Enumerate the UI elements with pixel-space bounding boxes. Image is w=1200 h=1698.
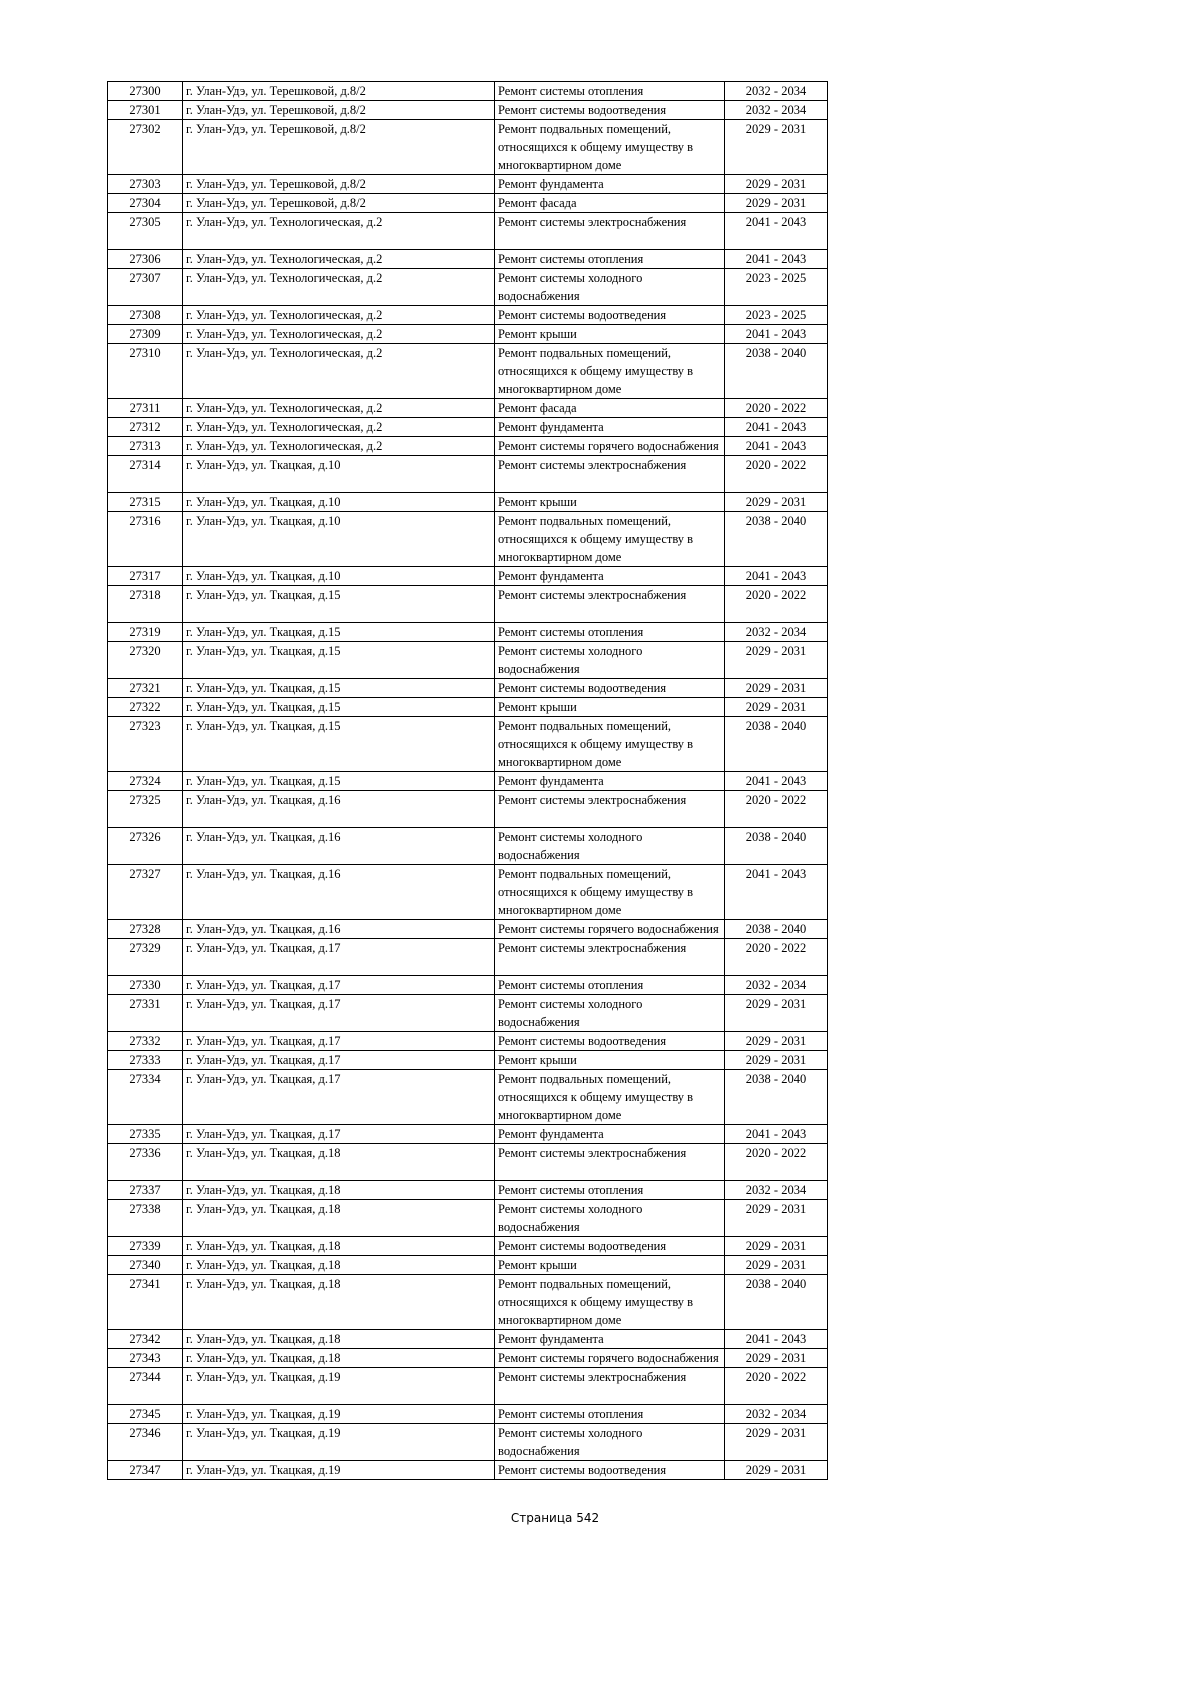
table-row [108, 1237, 828, 1256]
table-row [108, 698, 828, 717]
period-cell: 2038 - 2040 [725, 1275, 828, 1330]
work-type-cell: Ремонт системы водоотведения [495, 1461, 725, 1480]
row-number-cell: 27339 [108, 1237, 183, 1256]
work-type-cell: Ремонт системы электроснабжения [495, 791, 725, 828]
work-type-cell: Ремонт фасада [495, 194, 725, 213]
period-cell: 2029 - 2031 [725, 1424, 828, 1461]
period-cell: 2029 - 2031 [725, 1200, 828, 1237]
work-type-cell: Ремонт подвальных помещений, относящихся к общему имуществу в многоквартирном доме [495, 512, 725, 567]
period-cell: 2041 - 2043 [725, 865, 828, 920]
row-number-cell: 27312 [108, 418, 183, 437]
period-cell: 2029 - 2031 [725, 698, 828, 717]
period-cell: 2020 - 2022 [725, 456, 828, 493]
table-row [108, 1405, 828, 1424]
work-type-cell: Ремонт системы водоотведения [495, 101, 725, 120]
address-cell: г. Улан-Удэ, ул. Ткацкая, д.10 [183, 567, 495, 586]
work-type-cell: Ремонт подвальных помещений, относящихся к общему имуществу в многоквартирном доме [495, 865, 725, 920]
work-type-cell: Ремонт системы горячего водоснабжения [495, 1349, 725, 1368]
address-cell: г. Улан-Удэ, ул. Ткацкая, д.10 [183, 456, 495, 493]
work-type-cell: Ремонт системы водоотведения [495, 306, 725, 325]
address-cell: г. Улан-Удэ, ул. Ткацкая, д.17 [183, 939, 495, 976]
table-row [108, 82, 828, 101]
period-cell: 2029 - 2031 [725, 1256, 828, 1275]
table-row [108, 1032, 828, 1051]
period-cell: 2041 - 2043 [725, 1125, 828, 1144]
table-row [108, 213, 828, 250]
period-cell: 2020 - 2022 [725, 939, 828, 976]
table-row [108, 717, 828, 772]
address-cell: г. Улан-Удэ, ул. Ткацкая, д.19 [183, 1461, 495, 1480]
address-cell: г. Улан-Удэ, ул. Ткацкая, д.18 [183, 1237, 495, 1256]
address-cell: г. Улан-Удэ, ул. Терешковой, д.8/2 [183, 120, 495, 175]
work-type-cell: Ремонт подвальных помещений, относящихся к общему имуществу в многоквартирном доме [495, 717, 725, 772]
address-cell: г. Улан-Удэ, ул. Ткацкая, д.18 [183, 1330, 495, 1349]
work-type-cell: Ремонт системы электроснабжения [495, 586, 725, 623]
period-cell: 2041 - 2043 [725, 418, 828, 437]
period-cell: 2038 - 2040 [725, 920, 828, 939]
work-type-cell: Ремонт системы холодного водоснабжения [495, 828, 725, 865]
row-number-cell: 27313 [108, 437, 183, 456]
row-number-cell: 27318 [108, 586, 183, 623]
work-type-cell: Ремонт фундамента [495, 567, 725, 586]
address-cell: г. Улан-Удэ, ул. Ткацкая, д.18 [183, 1349, 495, 1368]
work-type-cell: Ремонт системы электроснабжения [495, 1368, 725, 1405]
work-type-cell: Ремонт системы отопления [495, 1405, 725, 1424]
address-cell: г. Улан-Удэ, ул. Ткацкая, д.17 [183, 1070, 495, 1125]
address-cell: г. Улан-Удэ, ул. Ткацкая, д.19 [183, 1368, 495, 1405]
row-number-cell: 27327 [108, 865, 183, 920]
address-cell: г. Улан-Удэ, ул. Ткацкая, д.15 [183, 586, 495, 623]
work-type-cell: Ремонт системы холодного водоснабжения [495, 269, 725, 306]
address-cell: г. Улан-Удэ, ул. Ткацкая, д.10 [183, 493, 495, 512]
period-cell: 2029 - 2031 [725, 175, 828, 194]
address-cell: г. Улан-Удэ, ул. Терешковой, д.8/2 [183, 175, 495, 194]
row-number-cell: 27341 [108, 1275, 183, 1330]
row-number-cell: 27324 [108, 772, 183, 791]
work-type-cell: Ремонт системы электроснабжения [495, 1144, 725, 1181]
table-row [108, 493, 828, 512]
period-cell: 2029 - 2031 [725, 995, 828, 1032]
address-cell: г. Улан-Удэ, ул. Ткацкая, д.17 [183, 1051, 495, 1070]
work-type-cell: Ремонт системы отопления [495, 623, 725, 642]
table-row [108, 1461, 828, 1480]
address-cell: г. Улан-Удэ, ул. Терешковой, д.8/2 [183, 194, 495, 213]
address-cell: г. Улан-Удэ, ул. Терешковой, д.8/2 [183, 101, 495, 120]
work-type-cell: Ремонт крыши [495, 493, 725, 512]
table-row [108, 269, 828, 306]
work-type-cell: Ремонт подвальных помещений, относящихся к общему имуществу в многоквартирном доме [495, 1275, 725, 1330]
work-type-cell: Ремонт фундамента [495, 175, 725, 194]
address-cell: г. Улан-Удэ, ул. Ткацкая, д.15 [183, 717, 495, 772]
row-number-cell: 27347 [108, 1461, 183, 1480]
period-cell: 2020 - 2022 [725, 586, 828, 623]
row-number-cell: 27317 [108, 567, 183, 586]
address-cell: г. Улан-Удэ, ул. Ткацкая, д.15 [183, 642, 495, 679]
period-cell: 2023 - 2025 [725, 269, 828, 306]
period-cell: 2041 - 2043 [725, 250, 828, 269]
table-row [108, 120, 828, 175]
row-number-cell: 27346 [108, 1424, 183, 1461]
table-row [108, 1200, 828, 1237]
row-number-cell: 27305 [108, 213, 183, 250]
work-type-cell: Ремонт системы электроснабжения [495, 213, 725, 250]
row-number-cell: 27315 [108, 493, 183, 512]
row-number-cell: 27345 [108, 1405, 183, 1424]
work-type-cell: Ремонт системы отопления [495, 976, 725, 995]
period-cell: 2041 - 2043 [725, 213, 828, 250]
row-number-cell: 27340 [108, 1256, 183, 1275]
address-cell: г. Улан-Удэ, ул. Ткацкая, д.17 [183, 1125, 495, 1144]
work-type-cell: Ремонт крыши [495, 1256, 725, 1275]
work-type-cell: Ремонт фундамента [495, 1125, 725, 1144]
row-number-cell: 27333 [108, 1051, 183, 1070]
table-row [108, 306, 828, 325]
address-cell: г. Улан-Удэ, ул. Технологическая, д.2 [183, 437, 495, 456]
address-cell: г. Улан-Удэ, ул. Технологическая, д.2 [183, 250, 495, 269]
period-cell: 2032 - 2034 [725, 82, 828, 101]
period-cell: 2029 - 2031 [725, 1461, 828, 1480]
period-cell: 2029 - 2031 [725, 1237, 828, 1256]
row-number-cell: 27323 [108, 717, 183, 772]
address-cell: г. Улан-Удэ, ул. Технологическая, д.2 [183, 325, 495, 344]
row-number-cell: 27311 [108, 399, 183, 418]
work-type-cell: Ремонт системы холодного водоснабжения [495, 1424, 725, 1461]
period-cell: 2041 - 2043 [725, 325, 828, 344]
table-row [108, 250, 828, 269]
row-number-cell: 27330 [108, 976, 183, 995]
address-cell: г. Улан-Удэ, ул. Технологическая, д.2 [183, 306, 495, 325]
work-type-cell: Ремонт фундамента [495, 772, 725, 791]
table-row [108, 325, 828, 344]
table-row [108, 1275, 828, 1330]
table-row [108, 1349, 828, 1368]
period-cell: 2038 - 2040 [725, 717, 828, 772]
period-cell: 2020 - 2022 [725, 399, 828, 418]
row-number-cell: 27310 [108, 344, 183, 399]
address-cell: г. Улан-Удэ, ул. Ткацкая, д.16 [183, 920, 495, 939]
row-number-cell: 27319 [108, 623, 183, 642]
row-number-cell: 27338 [108, 1200, 183, 1237]
row-number-cell: 27331 [108, 995, 183, 1032]
table-row [108, 1070, 828, 1125]
table-row [108, 791, 828, 828]
period-cell: 2032 - 2034 [725, 1405, 828, 1424]
table-row [108, 1368, 828, 1405]
table-row [108, 865, 828, 920]
address-cell: г. Улан-Удэ, ул. Технологическая, д.2 [183, 344, 495, 399]
address-cell: г. Улан-Удэ, ул. Ткацкая, д.18 [183, 1275, 495, 1330]
row-number-cell: 27321 [108, 679, 183, 698]
period-cell: 2032 - 2034 [725, 1181, 828, 1200]
address-cell: г. Улан-Удэ, ул. Ткацкая, д.19 [183, 1405, 495, 1424]
period-cell: 2038 - 2040 [725, 344, 828, 399]
address-cell: г. Улан-Удэ, ул. Ткацкая, д.17 [183, 995, 495, 1032]
period-cell: 2041 - 2043 [725, 437, 828, 456]
table-row [108, 512, 828, 567]
period-cell: 2041 - 2043 [725, 567, 828, 586]
table-row [108, 1330, 828, 1349]
page-number: Страница 542 [510, 1511, 600, 1525]
works-table-body [108, 82, 828, 1480]
table-row [108, 920, 828, 939]
table-row [108, 1181, 828, 1200]
row-number-cell: 27304 [108, 194, 183, 213]
work-type-cell: Ремонт подвальных помещений, относящихся к общему имуществу в многоквартирном доме [495, 344, 725, 399]
period-cell: 2020 - 2022 [725, 1144, 828, 1181]
table-row [108, 1125, 828, 1144]
period-cell: 2032 - 2034 [725, 623, 828, 642]
table-row [108, 194, 828, 213]
row-number-cell: 27322 [108, 698, 183, 717]
table-row [108, 1051, 828, 1070]
period-cell: 2041 - 2043 [725, 772, 828, 791]
row-number-cell: 27335 [108, 1125, 183, 1144]
works-table [107, 81, 828, 1480]
table-row [108, 344, 828, 399]
work-type-cell: Ремонт фасада [495, 399, 725, 418]
period-cell: 2032 - 2034 [725, 976, 828, 995]
address-cell: г. Улан-Удэ, ул. Технологическая, д.2 [183, 213, 495, 250]
table-row [108, 995, 828, 1032]
work-type-cell: Ремонт системы электроснабжения [495, 939, 725, 976]
table-row [108, 399, 828, 418]
row-number-cell: 27332 [108, 1032, 183, 1051]
work-type-cell: Ремонт крыши [495, 325, 725, 344]
work-type-cell: Ремонт фундамента [495, 418, 725, 437]
row-number-cell: 27320 [108, 642, 183, 679]
row-number-cell: 27307 [108, 269, 183, 306]
work-type-cell: Ремонт системы холодного водоснабжения [495, 642, 725, 679]
table-row [108, 679, 828, 698]
row-number-cell: 27316 [108, 512, 183, 567]
address-cell: г. Улан-Удэ, ул. Ткацкая, д.15 [183, 698, 495, 717]
period-cell: 2038 - 2040 [725, 512, 828, 567]
period-cell: 2029 - 2031 [725, 493, 828, 512]
table-row [108, 456, 828, 493]
work-type-cell: Ремонт фундамента [495, 1330, 725, 1349]
period-cell: 2029 - 2031 [725, 1349, 828, 1368]
row-number-cell: 27308 [108, 306, 183, 325]
table-row [108, 976, 828, 995]
address-cell: г. Улан-Удэ, ул. Ткацкая, д.19 [183, 1424, 495, 1461]
work-type-cell: Ремонт подвальных помещений, относящихся к общему имуществу в многоквартирном доме [495, 1070, 725, 1125]
period-cell: 2020 - 2022 [725, 791, 828, 828]
row-number-cell: 27309 [108, 325, 183, 344]
row-number-cell: 27344 [108, 1368, 183, 1405]
row-number-cell: 27325 [108, 791, 183, 828]
period-cell: 2029 - 2031 [725, 1032, 828, 1051]
table-row [108, 101, 828, 120]
work-type-cell: Ремонт системы отопления [495, 250, 725, 269]
work-type-cell: Ремонт подвальных помещений, относящихся к общему имуществу в многоквартирном доме [495, 120, 725, 175]
work-type-cell: Ремонт крыши [495, 698, 725, 717]
work-type-cell: Ремонт крыши [495, 1051, 725, 1070]
period-cell: 2032 - 2034 [725, 101, 828, 120]
table-row [108, 418, 828, 437]
table-row [108, 1256, 828, 1275]
row-number-cell: 27303 [108, 175, 183, 194]
period-cell: 2029 - 2031 [725, 1051, 828, 1070]
period-cell: 2041 - 2043 [725, 1330, 828, 1349]
work-type-cell: Ремонт системы горячего водоснабжения [495, 437, 725, 456]
work-type-cell: Ремонт системы холодного водоснабжения [495, 995, 725, 1032]
address-cell: г. Улан-Удэ, ул. Терешковой, д.8/2 [183, 82, 495, 101]
table-row [108, 772, 828, 791]
table-row [108, 1144, 828, 1181]
table-row [108, 567, 828, 586]
period-cell: 2029 - 2031 [725, 642, 828, 679]
row-number-cell: 27302 [108, 120, 183, 175]
table-row [108, 437, 828, 456]
address-cell: г. Улан-Удэ, ул. Технологическая, д.2 [183, 418, 495, 437]
work-type-cell: Ремонт системы водоотведения [495, 1237, 725, 1256]
row-number-cell: 27301 [108, 101, 183, 120]
table-row [108, 828, 828, 865]
work-type-cell: Ремонт системы горячего водоснабжения [495, 920, 725, 939]
period-cell: 2029 - 2031 [725, 194, 828, 213]
address-cell: г. Улан-Удэ, ул. Технологическая, д.2 [183, 399, 495, 418]
row-number-cell: 27334 [108, 1070, 183, 1125]
address-cell: г. Улан-Удэ, ул. Ткацкая, д.18 [183, 1256, 495, 1275]
address-cell: г. Улан-Удэ, ул. Ткацкая, д.10 [183, 512, 495, 567]
address-cell: г. Улан-Удэ, ул. Ткацкая, д.17 [183, 1032, 495, 1051]
address-cell: г. Улан-Удэ, ул. Ткацкая, д.16 [183, 828, 495, 865]
address-cell: г. Улан-Удэ, ул. Ткацкая, д.17 [183, 976, 495, 995]
row-number-cell: 27342 [108, 1330, 183, 1349]
row-number-cell: 27314 [108, 456, 183, 493]
row-number-cell: 27306 [108, 250, 183, 269]
row-number-cell: 27300 [108, 82, 183, 101]
address-cell: г. Улан-Удэ, ул. Ткацкая, д.15 [183, 772, 495, 791]
period-cell: 2029 - 2031 [725, 120, 828, 175]
table-row [108, 623, 828, 642]
address-cell: г. Улан-Удэ, ул. Ткацкая, д.18 [183, 1181, 495, 1200]
table-row [108, 642, 828, 679]
address-cell: г. Улан-Удэ, ул. Ткацкая, д.18 [183, 1200, 495, 1237]
address-cell: г. Улан-Удэ, ул. Ткацкая, д.16 [183, 865, 495, 920]
period-cell: 2023 - 2025 [725, 306, 828, 325]
period-cell: 2038 - 2040 [725, 828, 828, 865]
table-row [108, 939, 828, 976]
table-row [108, 586, 828, 623]
row-number-cell: 27343 [108, 1349, 183, 1368]
period-cell: 2029 - 2031 [725, 679, 828, 698]
work-type-cell: Ремонт системы электроснабжения [495, 456, 725, 493]
row-number-cell: 27336 [108, 1144, 183, 1181]
work-type-cell: Ремонт системы отопления [495, 82, 725, 101]
work-type-cell: Ремонт системы водоотведения [495, 1032, 725, 1051]
address-cell: г. Улан-Удэ, ул. Ткацкая, д.18 [183, 1144, 495, 1181]
period-cell: 2038 - 2040 [725, 1070, 828, 1125]
address-cell: г. Улан-Удэ, ул. Ткацкая, д.16 [183, 791, 495, 828]
period-cell: 2020 - 2022 [725, 1368, 828, 1405]
address-cell: г. Улан-Удэ, ул. Ткацкая, д.15 [183, 679, 495, 698]
table-row [108, 1424, 828, 1461]
row-number-cell: 27337 [108, 1181, 183, 1200]
row-number-cell: 27329 [108, 939, 183, 976]
row-number-cell: 27326 [108, 828, 183, 865]
work-type-cell: Ремонт системы холодного водоснабжения [495, 1200, 725, 1237]
row-number-cell: 27328 [108, 920, 183, 939]
work-type-cell: Ремонт системы отопления [495, 1181, 725, 1200]
work-type-cell: Ремонт системы водоотведения [495, 679, 725, 698]
address-cell: г. Улан-Удэ, ул. Технологическая, д.2 [183, 269, 495, 306]
address-cell: г. Улан-Удэ, ул. Ткацкая, д.15 [183, 623, 495, 642]
table-row [108, 175, 828, 194]
